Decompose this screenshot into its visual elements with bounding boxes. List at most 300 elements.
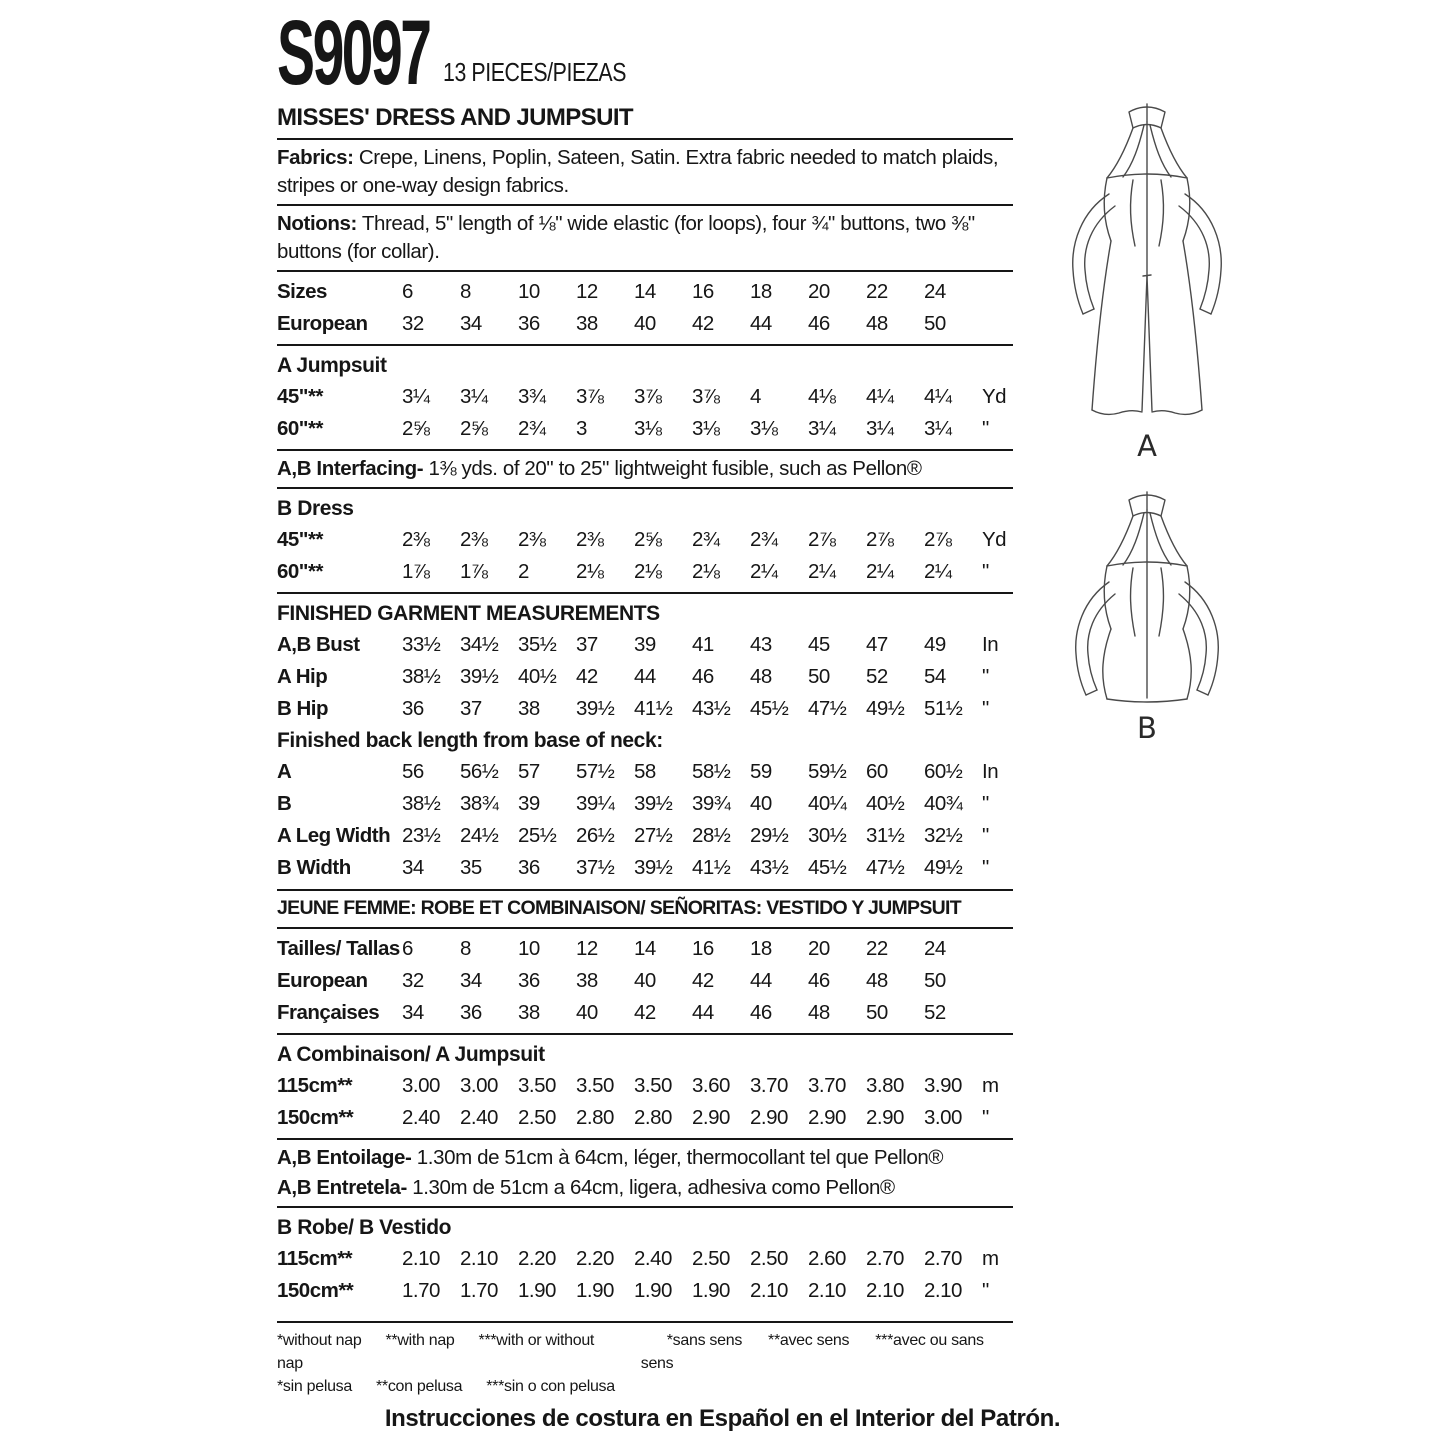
table-row bbox=[277, 524, 1013, 556]
row-value: 52 bbox=[924, 1001, 946, 1024]
row-value: 1.70 bbox=[402, 1279, 440, 1302]
table-row bbox=[277, 693, 1013, 725]
row-value: 14 bbox=[634, 937, 656, 960]
row-value: 49½ bbox=[866, 697, 905, 720]
section-heading-international: JEUNE FEMME: ROBE ET COMBINAISON/ SEÑORITAS: VESTIDO Y JUMPSUIT bbox=[277, 897, 961, 919]
row-value: 2.50 bbox=[692, 1247, 730, 1270]
row-label: A bbox=[277, 760, 292, 783]
footnote: *sin pelusa bbox=[277, 1378, 352, 1395]
row-value: 3¼ bbox=[866, 417, 894, 440]
table-row bbox=[277, 820, 1013, 852]
row-value: 46 bbox=[808, 312, 830, 335]
row-value: 3.60 bbox=[692, 1074, 730, 1097]
footnote: **avec sens bbox=[768, 1332, 850, 1349]
row-value: 10 bbox=[518, 937, 540, 960]
table-row bbox=[277, 933, 1013, 965]
row-value: 44 bbox=[750, 969, 772, 992]
row-value: 4⅛ bbox=[808, 385, 836, 408]
divider bbox=[277, 344, 1013, 346]
row-value: 2.80 bbox=[634, 1106, 672, 1129]
row-value: 60½ bbox=[924, 760, 963, 783]
row-value: 2⅜ bbox=[402, 528, 430, 551]
row-value: 40½ bbox=[518, 665, 557, 688]
row-value: 2⅞ bbox=[866, 528, 894, 551]
row-value: 46 bbox=[692, 665, 714, 688]
footnote: *sans sens bbox=[666, 1332, 743, 1349]
finished-measurements-table bbox=[277, 629, 1013, 725]
row-value: 44 bbox=[750, 312, 772, 335]
row-value: 3.70 bbox=[808, 1074, 846, 1097]
row-value: 2⅝ bbox=[402, 417, 430, 440]
section-heading-finished: FINISHED GARMENT MEASUREMENTS bbox=[277, 602, 660, 625]
row-value: 46 bbox=[750, 1001, 772, 1024]
row-value: 3.00 bbox=[402, 1074, 440, 1097]
row-value: 43 bbox=[750, 633, 772, 656]
row-unit: " bbox=[982, 1279, 989, 1302]
fabrics-label: Fabrics: bbox=[277, 146, 354, 169]
row-value: 40½ bbox=[866, 792, 905, 815]
subheading-back-length: Finished back length from base of neck: bbox=[277, 729, 663, 752]
row-unit bbox=[982, 997, 1012, 1029]
row-value: 39¼ bbox=[576, 792, 615, 815]
row-value: 44 bbox=[634, 665, 656, 688]
row-value: 37 bbox=[576, 633, 598, 656]
row-value: 45½ bbox=[750, 697, 789, 720]
view-b-figure bbox=[1044, 486, 1250, 744]
divider bbox=[277, 592, 1013, 594]
table-row bbox=[277, 965, 1013, 997]
row-value: 40¾ bbox=[924, 792, 963, 815]
row-value: 3⅞ bbox=[634, 385, 662, 408]
footnote: ***sin o con pelusa bbox=[486, 1378, 615, 1395]
row-value: 35½ bbox=[518, 633, 557, 656]
row-unit: " bbox=[982, 1106, 989, 1129]
row-value: 39½ bbox=[634, 792, 673, 815]
row-value: 25½ bbox=[518, 824, 557, 847]
row-value: 2.90 bbox=[692, 1106, 730, 1129]
table-row bbox=[277, 308, 1013, 340]
row-value: 3⅛ bbox=[750, 417, 778, 440]
row-value: 36 bbox=[518, 856, 540, 879]
row-value: 2.10 bbox=[924, 1279, 962, 1302]
row-value: 3.80 bbox=[866, 1074, 904, 1097]
row-value: 22 bbox=[866, 937, 888, 960]
row-value: 56½ bbox=[460, 760, 499, 783]
row-value: 2.20 bbox=[518, 1247, 556, 1270]
table-row bbox=[277, 997, 1013, 1029]
row-value: 2.40 bbox=[402, 1106, 440, 1129]
notions-text: Thread, 5" length of ⅛" wide elastic (for loops), four ¾" buttons, two ⅜" buttons (for collar). bbox=[277, 212, 975, 263]
row-value: 3¾ bbox=[518, 385, 546, 408]
row-value: 39½ bbox=[460, 665, 499, 688]
row-value: 3⅛ bbox=[634, 417, 662, 440]
row-value: 12 bbox=[576, 280, 598, 303]
row-value: 43½ bbox=[750, 856, 789, 879]
row-value: 43½ bbox=[692, 697, 731, 720]
row-value: 2⅜ bbox=[518, 528, 546, 551]
table-row bbox=[277, 556, 1013, 588]
row-label: European bbox=[277, 312, 368, 335]
row-value: 4 bbox=[750, 385, 761, 408]
divider bbox=[277, 1206, 1013, 1208]
row-value: 14 bbox=[634, 280, 656, 303]
notions-note bbox=[277, 210, 1013, 266]
view-a-label: A bbox=[1137, 429, 1157, 463]
row-value: 4¼ bbox=[866, 385, 894, 408]
row-value: 10 bbox=[518, 280, 540, 303]
row-unit bbox=[982, 308, 1012, 340]
row-value: 2.40 bbox=[634, 1247, 672, 1270]
row-value: 44 bbox=[692, 1001, 714, 1024]
row-value: 2.10 bbox=[402, 1247, 440, 1270]
pieces-count: 13 PIECES/PIEZAS bbox=[443, 57, 627, 87]
b-dress-yardage-table bbox=[277, 524, 1013, 588]
view-b-label: B bbox=[1137, 711, 1157, 745]
row-unit: " bbox=[982, 792, 989, 815]
row-label: A Hip bbox=[277, 665, 328, 688]
row-value: 33½ bbox=[402, 633, 441, 656]
footnotes-right bbox=[641, 1329, 1013, 1375]
section-heading-a-jumpsuit: A Jumpsuit bbox=[277, 354, 387, 377]
row-label: A Leg Width bbox=[277, 824, 391, 847]
row-value: 47½ bbox=[866, 856, 905, 879]
row-label: 115cm** bbox=[277, 1247, 353, 1270]
row-value: 48 bbox=[808, 1001, 830, 1024]
a-combinaison-metric-table bbox=[277, 1070, 1013, 1134]
row-label: European bbox=[277, 969, 368, 992]
row-label: 150cm** bbox=[277, 1106, 354, 1129]
row-value: 24 bbox=[924, 280, 946, 303]
table-row bbox=[277, 629, 1013, 661]
row-unit: " bbox=[982, 697, 989, 720]
row-value: 2¼ bbox=[924, 560, 952, 583]
pattern-number: S9097 bbox=[277, 2, 430, 105]
row-value: 41½ bbox=[634, 697, 673, 720]
row-value: 2.40 bbox=[460, 1106, 498, 1129]
row-label: B Width bbox=[277, 856, 351, 879]
entoilage-note bbox=[277, 1144, 1013, 1172]
row-value: 37½ bbox=[576, 856, 615, 879]
spanish-instructions-note: Instrucciones de costura en Español en el Interior del Patrón. bbox=[384, 1405, 1061, 1432]
footnote: **with nap bbox=[385, 1332, 455, 1349]
row-value: 32½ bbox=[924, 824, 963, 847]
row-value: 2⅝ bbox=[460, 417, 488, 440]
row-value: 3.50 bbox=[634, 1074, 672, 1097]
row-value: 2.10 bbox=[866, 1279, 904, 1302]
international-sizes-table bbox=[277, 933, 1013, 1029]
row-value: 59½ bbox=[808, 760, 847, 783]
interfacing-note bbox=[277, 455, 1013, 483]
entretela-label: A,B Entretela- bbox=[277, 1176, 407, 1199]
row-value: 3.50 bbox=[518, 1074, 556, 1097]
row-label: 115cm** bbox=[277, 1074, 353, 1097]
row-value: 36 bbox=[460, 1001, 482, 1024]
row-value: 45½ bbox=[808, 856, 847, 879]
header bbox=[277, 2, 1013, 105]
row-label: B Hip bbox=[277, 697, 329, 720]
page-title: MISSES' DRESS AND JUMPSUIT bbox=[277, 104, 633, 131]
row-value: 37 bbox=[460, 697, 482, 720]
table-row bbox=[277, 381, 1013, 413]
row-value: 34 bbox=[402, 1001, 424, 1024]
row-value: 48 bbox=[866, 312, 888, 335]
row-value: 2.20 bbox=[576, 1247, 614, 1270]
row-value: 2.90 bbox=[750, 1106, 788, 1129]
divider bbox=[277, 449, 1013, 451]
table-row bbox=[277, 1275, 1013, 1307]
row-value: 3.90 bbox=[924, 1074, 962, 1097]
row-value: 40 bbox=[576, 1001, 598, 1024]
entoilage-label: A,B Entoilage- bbox=[277, 1146, 412, 1169]
footnote: ***avec ou sans sens bbox=[640, 1332, 984, 1372]
a-jumpsuit-yardage-table bbox=[277, 381, 1013, 445]
row-value: 38½ bbox=[402, 792, 441, 815]
row-value: 34 bbox=[402, 856, 424, 879]
divider bbox=[277, 487, 1013, 489]
footnotes-left bbox=[277, 1329, 641, 1398]
entretela-text: 1.30m de 51cm a 64cm, ligera, adhesiva como Pellon® bbox=[406, 1176, 895, 1199]
row-value: 3⅞ bbox=[692, 385, 720, 408]
row-value: 2.50 bbox=[518, 1106, 556, 1129]
row-value: 1.70 bbox=[460, 1279, 498, 1302]
row-value: 3⅛ bbox=[692, 417, 720, 440]
row-label: 60"** bbox=[277, 417, 323, 440]
row-value: 2⅜ bbox=[576, 528, 604, 551]
row-value: 36 bbox=[518, 969, 540, 992]
table-row bbox=[277, 852, 1013, 884]
row-label: Françaises bbox=[277, 1001, 380, 1024]
row-value: 58½ bbox=[692, 760, 731, 783]
row-value: 3¼ bbox=[402, 385, 430, 408]
row-value: 42 bbox=[692, 312, 714, 335]
dress-b-illustration bbox=[1047, 486, 1247, 712]
row-value: 6 bbox=[402, 937, 413, 960]
footnotes bbox=[277, 1329, 1013, 1398]
row-value: 60 bbox=[866, 760, 888, 783]
divider bbox=[277, 1321, 1013, 1323]
row-value: 20 bbox=[808, 280, 830, 303]
row-value: 26½ bbox=[576, 824, 615, 847]
footnote-line-es bbox=[277, 1375, 641, 1398]
row-unit: m bbox=[982, 1247, 999, 1270]
row-value: 51½ bbox=[924, 697, 963, 720]
row-value: 3.50 bbox=[576, 1074, 614, 1097]
row-value: 41 bbox=[692, 633, 714, 656]
view-a-figure bbox=[1044, 98, 1250, 462]
row-value: 3 bbox=[576, 417, 587, 440]
row-unit bbox=[982, 965, 1012, 997]
row-value: 38½ bbox=[402, 665, 441, 688]
table-row bbox=[277, 788, 1013, 820]
row-value: 18 bbox=[750, 937, 772, 960]
table-row bbox=[277, 1070, 1013, 1102]
row-unit: " bbox=[982, 417, 989, 440]
row-unit: In bbox=[982, 633, 999, 656]
divider bbox=[277, 138, 1013, 140]
row-label: 45"** bbox=[277, 385, 323, 408]
table-row bbox=[277, 1243, 1013, 1275]
pattern-number-box bbox=[277, 2, 430, 105]
row-value: 3.00 bbox=[924, 1106, 962, 1129]
row-value: 57 bbox=[518, 760, 540, 783]
row-value: 3.70 bbox=[750, 1074, 788, 1097]
divider bbox=[277, 927, 1013, 929]
row-value: 39¾ bbox=[692, 792, 731, 815]
divider bbox=[277, 889, 1013, 891]
row-value: 2¼ bbox=[866, 560, 894, 583]
row-value: 42 bbox=[634, 1001, 656, 1024]
table-row bbox=[277, 1102, 1013, 1134]
row-value: 40 bbox=[634, 312, 656, 335]
row-value: 29½ bbox=[750, 824, 789, 847]
row-value: 50 bbox=[866, 1001, 888, 1024]
row-value: 47½ bbox=[808, 697, 847, 720]
row-unit bbox=[982, 933, 1012, 965]
row-value: 48 bbox=[866, 969, 888, 992]
notions-label: Notions: bbox=[277, 212, 357, 235]
divider bbox=[277, 204, 1013, 206]
row-value: 2.70 bbox=[924, 1247, 962, 1270]
row-value: 4¼ bbox=[924, 385, 952, 408]
row-value: 2⅞ bbox=[924, 528, 952, 551]
row-value: 42 bbox=[576, 665, 598, 688]
row-value: 2.80 bbox=[576, 1106, 614, 1129]
row-value: 34 bbox=[460, 312, 482, 335]
row-value: 39½ bbox=[634, 856, 673, 879]
row-value: 57½ bbox=[576, 760, 615, 783]
divider bbox=[277, 270, 1013, 272]
row-value: 56 bbox=[402, 760, 424, 783]
row-value: 39 bbox=[518, 792, 540, 815]
row-unit: " bbox=[982, 856, 989, 879]
row-value: 31½ bbox=[866, 824, 905, 847]
section-heading-a-combinaison: A Combinaison/ A Jumpsuit bbox=[277, 1043, 545, 1066]
section-heading-b-robe: B Robe/ B Vestido bbox=[277, 1216, 452, 1239]
row-value: 2⅝ bbox=[634, 528, 662, 551]
row-label: A,B Bust bbox=[277, 633, 360, 656]
row-value: 40 bbox=[750, 792, 772, 815]
row-value: 28½ bbox=[692, 824, 731, 847]
row-value: 2¼ bbox=[808, 560, 836, 583]
row-value: 12 bbox=[576, 937, 598, 960]
row-value: 2.90 bbox=[808, 1106, 846, 1129]
table-row bbox=[277, 276, 1013, 308]
interfacing-label: A,B Interfacing- bbox=[277, 457, 424, 480]
row-value: 1⅞ bbox=[460, 560, 488, 583]
row-value: 54 bbox=[924, 665, 946, 688]
row-value: 48 bbox=[750, 665, 772, 688]
row-value: 1.90 bbox=[692, 1279, 730, 1302]
row-value: 49½ bbox=[924, 856, 963, 879]
row-value: 2¾ bbox=[692, 528, 720, 551]
row-value: 36 bbox=[518, 312, 540, 335]
row-label: 60"** bbox=[277, 560, 323, 583]
row-label: Tailles/ Tallas bbox=[277, 937, 400, 960]
row-value: 8 bbox=[460, 937, 471, 960]
row-value: 3¼ bbox=[460, 385, 488, 408]
footnote: *without nap bbox=[277, 1332, 362, 1349]
row-value: 40¼ bbox=[808, 792, 847, 815]
interfacing-text: 1⅜ yds. of 20" to 25" lightweight fusible, such as Pellon® bbox=[423, 457, 922, 480]
row-value: 34 bbox=[460, 969, 482, 992]
row-value: 50 bbox=[808, 665, 830, 688]
row-value: 2.10 bbox=[808, 1279, 846, 1302]
row-value: 39½ bbox=[576, 697, 615, 720]
row-value: 40 bbox=[634, 969, 656, 992]
row-value: 2.10 bbox=[750, 1279, 788, 1302]
row-value: 20 bbox=[808, 937, 830, 960]
row-value: 41½ bbox=[692, 856, 731, 879]
row-unit bbox=[982, 276, 1012, 308]
row-value: 3¼ bbox=[924, 417, 952, 440]
section-heading-b-dress: B Dress bbox=[277, 497, 354, 520]
row-value: 34½ bbox=[460, 633, 499, 656]
row-value: 16 bbox=[692, 280, 714, 303]
row-value: 49 bbox=[924, 633, 946, 656]
row-unit: In bbox=[982, 760, 999, 783]
row-label: 150cm** bbox=[277, 1279, 354, 1302]
row-value: 30½ bbox=[808, 824, 847, 847]
row-unit: " bbox=[982, 665, 989, 688]
row-value: 16 bbox=[692, 937, 714, 960]
row-value: 3⅞ bbox=[576, 385, 604, 408]
row-unit: Yd bbox=[982, 528, 1007, 551]
row-value: 2⅛ bbox=[634, 560, 662, 583]
row-value: 2¾ bbox=[750, 528, 778, 551]
row-value: 52 bbox=[866, 665, 888, 688]
row-value: 2⅞ bbox=[808, 528, 836, 551]
row-value: 1.90 bbox=[576, 1279, 614, 1302]
footnote: **con pelusa bbox=[375, 1378, 463, 1395]
row-value: 22 bbox=[866, 280, 888, 303]
row-value: 58 bbox=[634, 760, 656, 783]
row-label: Sizes bbox=[277, 280, 327, 303]
divider bbox=[277, 1138, 1013, 1140]
row-value: 2.60 bbox=[808, 1247, 846, 1270]
row-value: 32 bbox=[402, 969, 424, 992]
row-value: 35 bbox=[460, 856, 482, 879]
row-value: 59 bbox=[750, 760, 772, 783]
row-unit: Yd bbox=[982, 385, 1007, 408]
footnote: ***with or without nap bbox=[277, 1332, 595, 1372]
row-value: 2.50 bbox=[750, 1247, 788, 1270]
row-value: 27½ bbox=[634, 824, 673, 847]
row-value: 24 bbox=[924, 937, 946, 960]
row-value: 2⅛ bbox=[692, 560, 720, 583]
row-value: 2.70 bbox=[866, 1247, 904, 1270]
row-value: 38 bbox=[518, 697, 540, 720]
row-value: 46 bbox=[808, 969, 830, 992]
fabrics-note bbox=[277, 144, 1013, 200]
entretela-note bbox=[277, 1174, 1013, 1202]
fabrics-text: Crepe, Linens, Poplin, Sateen, Satin. Extra fabric needed to match plaids, stripes or one-way design fabrics. bbox=[277, 146, 999, 197]
row-value: 42 bbox=[692, 969, 714, 992]
row-value: 3¼ bbox=[808, 417, 836, 440]
entoilage-text: 1.30m de 51cm à 64cm, léger, thermocollant tel que Pellon® bbox=[411, 1146, 944, 1169]
row-value: 47 bbox=[866, 633, 888, 656]
row-label: 45"** bbox=[277, 528, 323, 551]
main-content-column bbox=[277, 2, 1013, 1398]
row-value: 38 bbox=[576, 969, 598, 992]
row-value: 24½ bbox=[460, 824, 499, 847]
row-value: 6 bbox=[402, 280, 413, 303]
row-value: 18 bbox=[750, 280, 772, 303]
row-value: 1.90 bbox=[634, 1279, 672, 1302]
footnote-line-en bbox=[277, 1329, 641, 1375]
jumpsuit-a-illustration bbox=[1047, 98, 1247, 430]
row-value: 8 bbox=[460, 280, 471, 303]
row-value: 2⅛ bbox=[576, 560, 604, 583]
